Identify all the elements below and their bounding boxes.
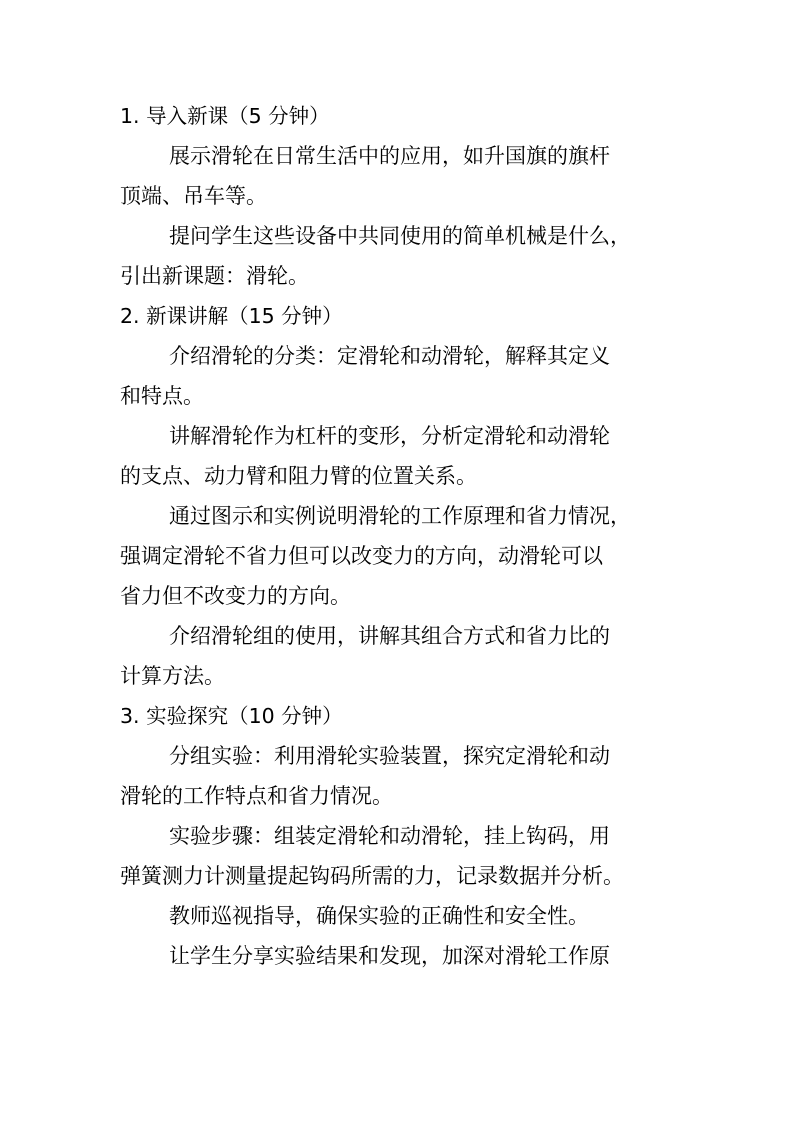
paragraph-line: 的支点、动力臂和阻力臂的位置关系。	[120, 464, 477, 488]
paragraph-line: 计算方法。	[120, 664, 225, 688]
paragraph	[120, 496, 680, 616]
paragraph-line: 顶端、吊车等。	[120, 184, 267, 208]
paragraph-line: 通过图示和实例说明滑轮的工作原理和省力情况，	[169, 504, 631, 528]
paragraph-line: 分组实验：利用滑轮实验装置，探究定滑轮和动	[169, 744, 610, 768]
paragraph-line: 介绍滑轮组的使用，讲解其组合方式和省力比的	[169, 624, 610, 648]
paragraph-line: 实验步骤：组装定滑轮和动滑轮，挂上钩码，用	[169, 824, 610, 848]
paragraph-line: 省力但不改变力的方向。	[120, 584, 351, 608]
paragraph-line: 让学生分享实验结果和发现，加深对滑轮工作原	[169, 944, 610, 968]
paragraph-line: 提问学生这些设备中共同使用的简单机械是什么，	[169, 224, 631, 248]
paragraph	[120, 136, 680, 216]
paragraph-line: 强调定滑轮不省力但可以改变力的方向，动滑轮可以	[120, 544, 603, 568]
paragraph	[120, 816, 680, 896]
section-heading-3: 3. 实验探究（10 分钟）	[120, 704, 343, 728]
paragraph-line: 教师巡视指导，确保实验的正确性和安全性。	[169, 904, 589, 928]
section-heading-2: 2. 新课讲解（15 分钟）	[120, 304, 343, 328]
paragraph	[120, 616, 680, 696]
paragraph	[120, 936, 680, 976]
section-heading-1: 1. 导入新课（5 分钟）	[120, 104, 330, 128]
paragraph-line: 和特点。	[120, 384, 204, 408]
paragraph	[120, 336, 680, 416]
paragraph-line: 展示滑轮在日常生活中的应用，如升国旗的旗杆	[169, 144, 610, 168]
paragraph-line: 弹簧测力计测量提起钩码所需的力，记录数据并分析。	[120, 864, 624, 888]
paragraph	[120, 416, 680, 496]
document-page	[120, 96, 680, 976]
paragraph-line: 滑轮的工作特点和省力情况。	[120, 784, 393, 808]
paragraph	[120, 736, 680, 816]
paragraph	[120, 216, 680, 296]
paragraph-line: 介绍滑轮的分类：定滑轮和动滑轮，解释其定义	[169, 344, 610, 368]
paragraph-line: 讲解滑轮作为杠杆的变形，分析定滑轮和动滑轮	[169, 424, 610, 448]
paragraph	[120, 896, 680, 936]
paragraph-line: 引出新课题：滑轮。	[120, 264, 309, 288]
